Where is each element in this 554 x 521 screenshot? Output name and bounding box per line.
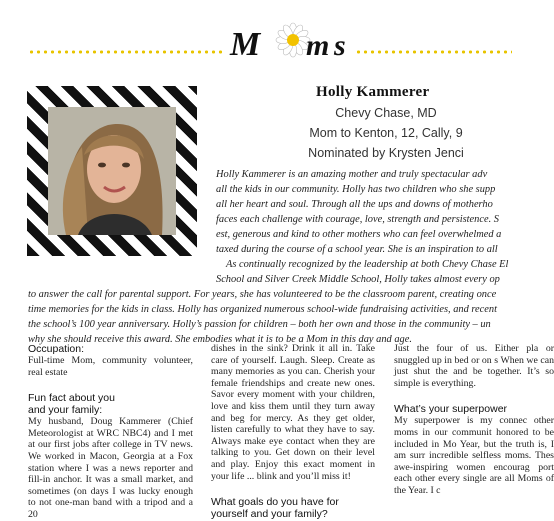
profile-nominator: Nominated by Krysten Jenci	[308, 146, 464, 160]
fun-fact-text: My husband, Doug Kammerer (Chief Meteorologist at WRC NBC4) and I met at our first jobs after college in TV news. We worked in Macon, Georgia at a Fox station where I was a news reporter and fill-in anchor. It was a small market, and sometimes (on days I was lucky enough to not one-man band with a tripod and a 20	[28, 416, 193, 520]
chevron-photo-frame	[27, 86, 197, 256]
profile-family: Mom to Kenton, 12, Cally, 9	[309, 126, 463, 140]
column-3-clip	[394, 343, 554, 512]
superpower-heading: What’s your superpower	[394, 403, 508, 416]
superpower-text: My superpower is my connec other moms in our communit honored to be included in Mo Year, but the truth is, I am surr incredible selfless moms. Thes awe-inspiring women encourag port each other every single are all Moms of the Year. I c	[394, 415, 554, 496]
intro-line: all the kids in our community. Holly has two children who she supp	[216, 184, 496, 195]
profile-location: Chevy Chase, MD	[335, 106, 437, 120]
column-3	[394, 343, 554, 497]
goals-heading: What goals do you have for	[211, 496, 339, 509]
advice-text: dishes in the sink? Drink it all in. Take care of yourself. Laugh. Sleep. Create as many memories as you can. Cherish your female friendships and create new ones. Savor every moment with your children, love and kiss them until they turn away and beg for mercy. As they get older, listen carefully to what they have to say. Always make eye contact when they are talking to you. Get down on their level and play. Enjoy this exact moment in your life ... blink and you’ll miss it!	[211, 343, 375, 482]
dotted-rule-left	[28, 50, 225, 54]
column-1	[28, 343, 193, 521]
intro-line: time memories for the kids in class. Holly has organized numerous school-wide fundraising activities, and recent	[28, 304, 497, 315]
fun-fact-heading-2: and your family:	[28, 404, 103, 417]
occupation-text: Full-time Mom, community volunteer, real estate	[28, 355, 193, 378]
svg-text:s: s	[334, 29, 346, 62]
family-time-text: Just the four of us. Either pla or snuggled up in bed or on s When we can just shut the and be together. It’s so simple is everything.	[394, 343, 554, 389]
intro-line: Holly Kammerer is an amazing mother and truly spectacular adv	[216, 169, 488, 180]
intro-line: all her heart and soul. Through all the ups and downs of motherho	[216, 199, 493, 210]
intro-line: taxed during the course of a school year. She is an inspiration to all	[216, 244, 498, 255]
fun-fact-heading: Fun fact about you	[28, 392, 115, 405]
intro-line: to answer the call for parental support. For years, she has volunteered to be the classroom parent, creating once	[28, 289, 497, 300]
daisy-icon	[276, 23, 310, 57]
intro-line: why she should receive this award. She embodies what it is to be a Mom in this day and age.	[28, 334, 412, 345]
svg-text:M: M	[230, 26, 261, 63]
moms-logo	[226, 15, 354, 67]
profile-photo	[48, 107, 176, 235]
column-2	[211, 343, 375, 520]
svg-text:m: m	[306, 29, 330, 62]
intro-line: est, generous and kind to other mothers who can feel overwhelmed a	[216, 229, 502, 240]
occupation-heading: Occupation:	[28, 343, 85, 355]
goals-heading-2: yourself and your family?	[211, 508, 328, 521]
dotted-rule-right	[355, 50, 512, 54]
intro-line: As continually recognized by the leadership at both Chevy Chase El	[226, 259, 509, 270]
intro-line: School and Silver Creek Middle School, Holly takes almost every op	[216, 274, 500, 285]
profile-name: Holly Kammerer	[316, 84, 430, 100]
intro-line: the school’s 100 year anniversary. Holly’s passion for children – both her own and those in the community – un	[28, 319, 491, 330]
intro-line: faces each challenge with courage, love, strength and persistence. S	[216, 214, 499, 225]
